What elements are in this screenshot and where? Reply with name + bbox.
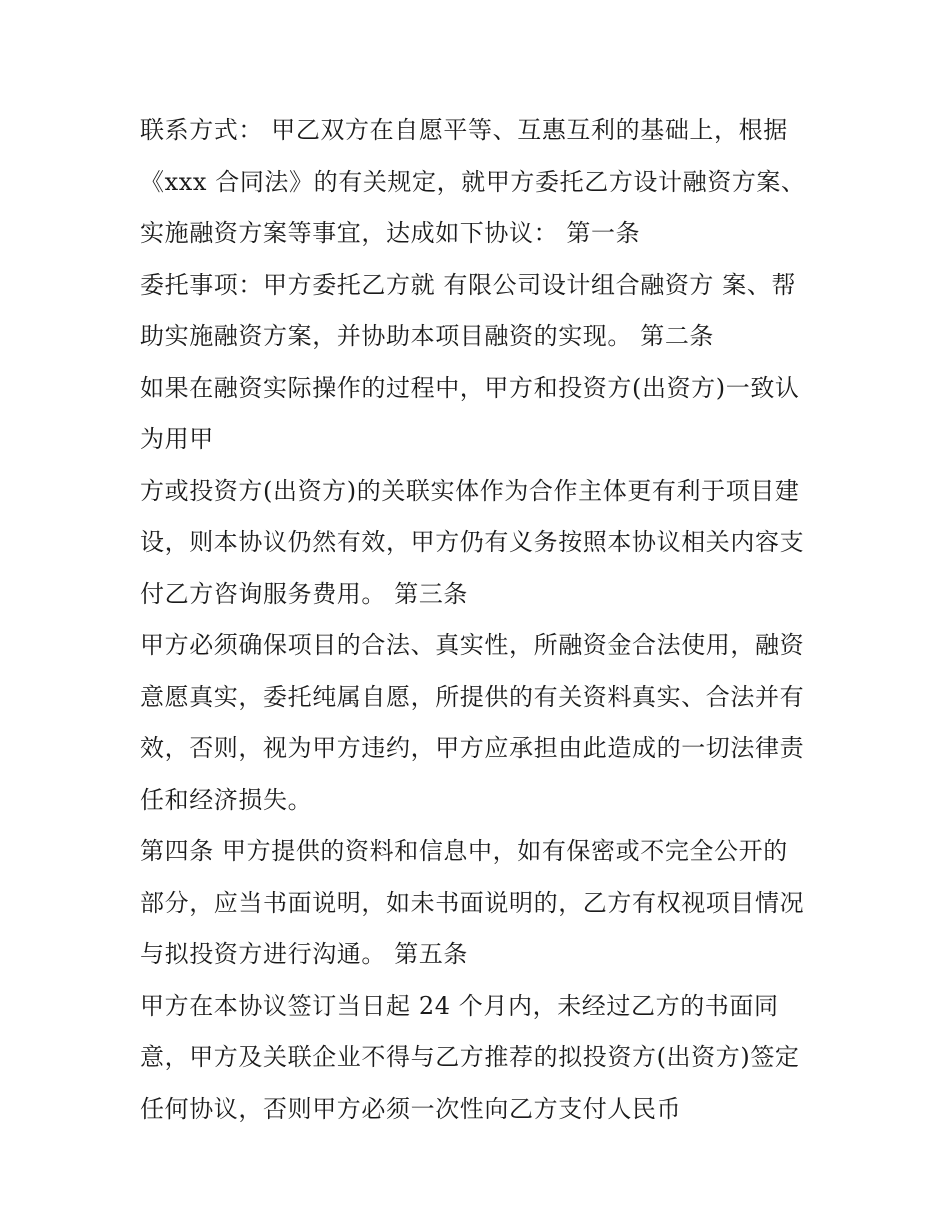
- text-line: 助实施融资方案，并协助本项目融资的实现。 第二条: [140, 322, 715, 350]
- document-body: [140, 105, 830, 1135]
- text-line: 任何协议，否则甲方必须一次性向乙方支付人民币: [140, 1094, 682, 1123]
- text-line: 联系方式： 甲乙双方在自愿平等、互惠互利的基础上，根据: [140, 116, 788, 144]
- text-line: 实施融资方案等事宜，达成如下协议： 第一条: [140, 219, 641, 247]
- text-line: 与拟投资方进行沟通。 第五条: [140, 940, 469, 968]
- text-line: 《xxx 合同法》的有关规定，就甲方委托乙方设计融资方案、: [140, 167, 806, 196]
- text-line: 甲方在本协议签订当日起 24 个月内，未经过乙方的书面同: [140, 991, 779, 1020]
- text-line: 部分，应当书面说明，如未书面说明的，乙方有权视项目情况: [140, 888, 805, 917]
- text-line: 委托事项：甲方委托乙方就 有限公司设计组合融资方 案、帮: [140, 270, 797, 299]
- text-line: 第四条 甲方提供的资料和信息中，如有保密或不完全公开的: [140, 837, 788, 865]
- text-line: 为用甲: [140, 425, 214, 453]
- text-line: 如果在融资实际操作的过程中，甲方和投资方(出资方)一致认: [140, 373, 800, 402]
- text-line: 设，则本协议仍然有效，甲方仍有义务按照本协议相关内容支: [140, 528, 805, 556]
- text-line: 甲方必须确保项目的合法、真实性，所融资金合法使用，融资: [140, 631, 805, 659]
- text-line: 方或投资方(出资方)的关联实体作为合作主体更有利于项目建: [140, 476, 800, 505]
- text-line: 付乙方咨询服务费用。 第三条: [140, 579, 469, 608]
- text-line: 任和经济损失。: [140, 785, 313, 814]
- text-line: 意愿真实，委托纯属自愿，所提供的有关资料真实、合法并有: [140, 682, 805, 711]
- text-line: 效，否则，视为甲方违约，甲方应承担由此造成的一切法律责: [140, 734, 805, 762]
- text-line: 意，甲方及关联企业不得与乙方推荐的拟投资方(出资方)签定: [140, 1043, 800, 1071]
